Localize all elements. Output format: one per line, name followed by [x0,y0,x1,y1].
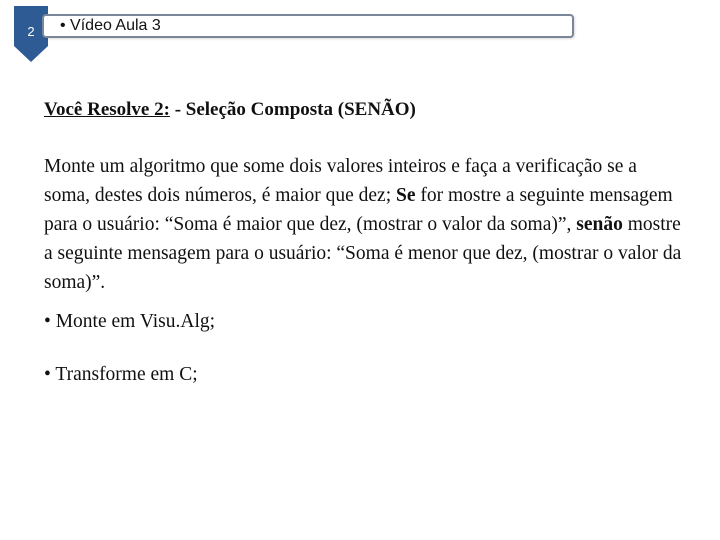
heading-prefix: Você Resolve 2: [44,99,170,120]
keyword-senao: senão [576,214,623,235]
exercise-heading [44,99,416,121]
paragraph-part-3: mostre a seguinte mensagem para o usuário: “Soma é menor que dez, (mostrar o valor da soma)”. [44,214,682,293]
header-title: • Vídeo Aula 3 [60,17,161,34]
slide-number: 2 [27,24,35,39]
paragraph-part-2: for mostre a seguinte mensagem para o usuário: “Soma é maior que dez, (mostrar o valor da soma)”, [44,185,673,235]
paragraph-part-1: Monte um algoritmo que some dois valores inteiros e faça a verificação se a soma, destes dois números, é maior que dez; [44,156,637,206]
header-title-box [42,14,574,38]
bullet-c: • Transforme em C; [44,364,198,385]
bullet-visualg: • Monte em Visu.Alg; [44,311,216,332]
keyword-se: Se [396,185,416,206]
exercise-description [44,152,684,297]
heading-rest: - Seleção Composta (SENÃO) [169,99,416,120]
